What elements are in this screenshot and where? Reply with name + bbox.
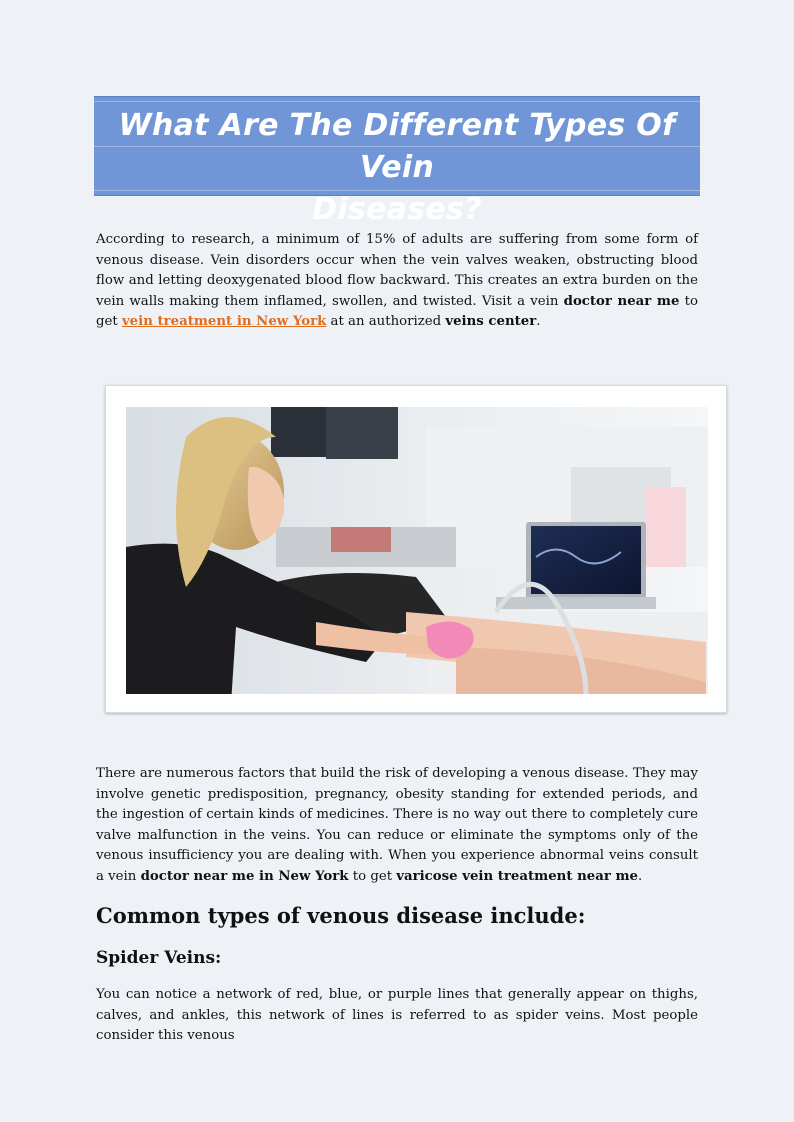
intro-text-4: . bbox=[536, 314, 541, 330]
factors-text-3: . bbox=[638, 868, 643, 884]
intro-text-2: to get bbox=[96, 293, 699, 330]
spider-veins-paragraph: You can notice a network of red, blue, or purple lines that generally appear on thighs, calves, and ankles, this network of lines is referred to as spider veins. Most people consider this venous bbox=[96, 987, 698, 1044]
intro-paragraph bbox=[96, 230, 698, 333]
intro-bold-doctor: doctor near me bbox=[563, 293, 680, 309]
clinic-ultrasound-photo bbox=[126, 407, 708, 694]
title-rule-top bbox=[94, 101, 700, 102]
factors-text-1: There are numerous factors that build the risk of developing a venous disease. They may involve genetic predisposition, pregnancy, obesity standing for extended periods, and the ingestion of certain kinds of medicines. There is no way out there to completely cure valve malfunction in the veins. You can reduce or eliminate the symptoms only of the venous insufficiency you are dealing with. When you experience abnormal veins consult a vein bbox=[96, 766, 698, 884]
page-title-line-1: What Are The Different Types Of Vein bbox=[118, 108, 676, 185]
factors-bold-treatment: varicose vein treatment near me bbox=[396, 868, 638, 884]
page-title bbox=[94, 105, 700, 231]
photo-frame bbox=[105, 385, 727, 713]
page-title-line-2: Diseases? bbox=[312, 192, 482, 227]
subsection-heading: Spider Veins: bbox=[96, 948, 222, 968]
factors-paragraph bbox=[96, 764, 698, 888]
factors-bold-doctor: doctor near me in New York bbox=[140, 868, 349, 884]
section-heading: Common types of venous disease include: bbox=[96, 903, 586, 928]
intro-text-1: According to research, a minimum of 15% of adults are suffering from some form of venous disease. Vein disorders occur when the vein valves weaken, obstructing blood flow and letting deoxygenated blood flow backward. This creates an extra burden on the vein walls making them inflamed, swollen, and twisted. Visit a vein bbox=[96, 232, 698, 309]
factors-text-2: to get bbox=[348, 868, 397, 884]
intro-text-3: at an authorized bbox=[326, 314, 446, 330]
vein-treatment-link[interactable]: vein treatment in New York bbox=[121, 314, 327, 330]
intro-bold-center: veins center bbox=[445, 314, 537, 330]
title-banner bbox=[94, 96, 700, 227]
